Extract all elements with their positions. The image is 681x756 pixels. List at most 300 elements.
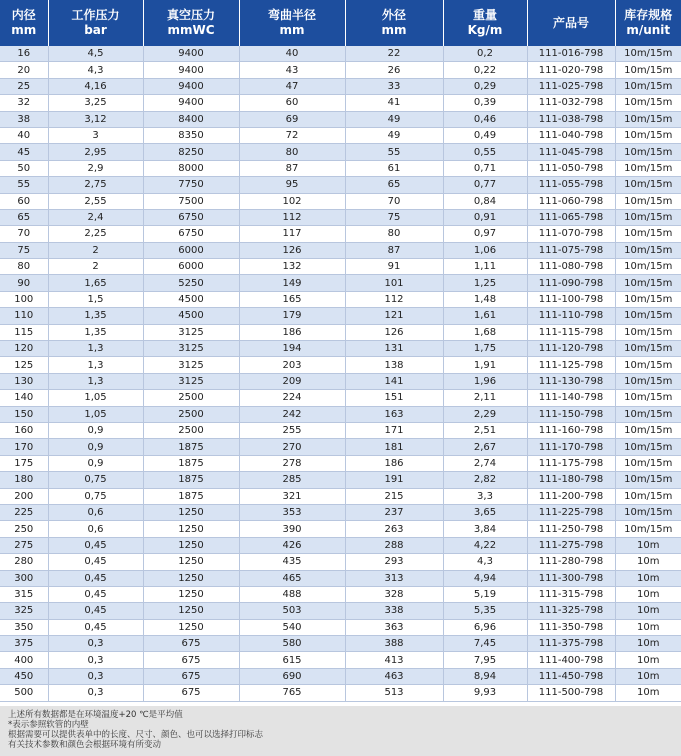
cell-working-pressure: 2,4: [48, 209, 143, 225]
table-row: [0, 46, 681, 62]
table-row: [0, 554, 681, 570]
table-row: [0, 144, 681, 160]
cell-working-pressure: 0,45: [48, 570, 143, 586]
cell-stock-spec: 10m/15m: [615, 455, 681, 471]
cell-stock-spec: 10m: [615, 636, 681, 652]
cell-weight: 2,51: [443, 422, 527, 438]
cell-product-number: 111-045-798: [527, 144, 615, 160]
table-row: [0, 488, 681, 504]
table-row: [0, 619, 681, 635]
cell-stock-spec: 10m: [615, 619, 681, 635]
cell-weight: 1,25: [443, 275, 527, 291]
cell-working-pressure: 2,9: [48, 160, 143, 176]
table-row: [0, 127, 681, 143]
cell-inner-diameter: 38: [0, 111, 48, 127]
cell-bend-radius: 353: [239, 504, 345, 520]
cell-inner-diameter: 32: [0, 95, 48, 111]
cell-weight: 2,67: [443, 439, 527, 455]
cell-inner-diameter: 315: [0, 586, 48, 602]
cell-stock-spec: 10m: [615, 554, 681, 570]
cell-outer-diameter: 338: [345, 603, 443, 619]
cell-weight: 1,48: [443, 291, 527, 307]
cell-working-pressure: 2: [48, 242, 143, 258]
cell-product-number: 111-350-798: [527, 619, 615, 635]
cell-working-pressure: 0,3: [48, 668, 143, 684]
cell-product-number: 111-080-798: [527, 259, 615, 275]
cell-working-pressure: 0,45: [48, 537, 143, 553]
cell-inner-diameter: 75: [0, 242, 48, 258]
cell-weight: 2,82: [443, 472, 527, 488]
cell-stock-spec: 10m: [615, 668, 681, 684]
table-row: [0, 111, 681, 127]
cell-stock-spec: 10m/15m: [615, 193, 681, 209]
cell-bend-radius: 47: [239, 78, 345, 94]
cell-weight: 0,55: [443, 144, 527, 160]
cell-vacuum-pressure: 2500: [143, 390, 239, 406]
table-row: [0, 668, 681, 684]
table-row: [0, 636, 681, 652]
cell-product-number: 111-120-798: [527, 341, 615, 357]
cell-inner-diameter: 115: [0, 324, 48, 340]
cell-bend-radius: 149: [239, 275, 345, 291]
cell-working-pressure: 0,6: [48, 521, 143, 537]
cell-bend-radius: 69: [239, 111, 345, 127]
cell-product-number: 111-020-798: [527, 62, 615, 78]
cell-stock-spec: 10m/15m: [615, 406, 681, 422]
cell-outer-diameter: 112: [345, 291, 443, 307]
cell-outer-diameter: 463: [345, 668, 443, 684]
cell-working-pressure: 3,12: [48, 111, 143, 127]
cell-vacuum-pressure: 6000: [143, 242, 239, 258]
cell-working-pressure: 0,9: [48, 422, 143, 438]
cell-vacuum-pressure: 1875: [143, 439, 239, 455]
cell-product-number: 111-250-798: [527, 521, 615, 537]
cell-stock-spec: 10m/15m: [615, 390, 681, 406]
header-product-number: 产品号: [527, 0, 615, 46]
cell-stock-spec: 10m: [615, 685, 681, 701]
cell-outer-diameter: 141: [345, 373, 443, 389]
cell-stock-spec: 10m/15m: [615, 46, 681, 62]
footnote-line: *表示参照软管的内壁: [8, 720, 89, 730]
cell-stock-spec: 10m/15m: [615, 521, 681, 537]
cell-bend-radius: 60: [239, 95, 345, 111]
cell-weight: 2,11: [443, 390, 527, 406]
cell-bend-radius: 255: [239, 422, 345, 438]
cell-outer-diameter: 513: [345, 685, 443, 701]
cell-weight: 0,77: [443, 177, 527, 193]
cell-stock-spec: 10m: [615, 570, 681, 586]
header-bend-radius: 弯曲半径 mm: [239, 0, 345, 46]
table-row: [0, 373, 681, 389]
cell-weight: 4,22: [443, 537, 527, 553]
table-row: [0, 324, 681, 340]
cell-bend-radius: 186: [239, 324, 345, 340]
header-row: [0, 0, 681, 46]
cell-product-number: 111-400-798: [527, 652, 615, 668]
cell-vacuum-pressure: 6750: [143, 209, 239, 225]
cell-bend-radius: 690: [239, 668, 345, 684]
cell-product-number: 111-140-798: [527, 390, 615, 406]
cell-vacuum-pressure: 4500: [143, 308, 239, 324]
cell-stock-spec: 10m/15m: [615, 62, 681, 78]
cell-stock-spec: 10m/15m: [615, 78, 681, 94]
cell-outer-diameter: 33: [345, 78, 443, 94]
cell-outer-diameter: 22: [345, 46, 443, 62]
cell-vacuum-pressure: 9400: [143, 95, 239, 111]
cell-vacuum-pressure: 6000: [143, 259, 239, 275]
cell-inner-diameter: 65: [0, 209, 48, 225]
table-row: [0, 341, 681, 357]
cell-vacuum-pressure: 9400: [143, 46, 239, 62]
cell-weight: 2,74: [443, 455, 527, 471]
cell-vacuum-pressure: 1875: [143, 488, 239, 504]
cell-product-number: 111-175-798: [527, 455, 615, 471]
cell-bend-radius: 615: [239, 652, 345, 668]
cell-weight: 0,2: [443, 46, 527, 62]
cell-outer-diameter: 49: [345, 111, 443, 127]
cell-inner-diameter: 500: [0, 685, 48, 701]
cell-vacuum-pressure: 1250: [143, 521, 239, 537]
cell-stock-spec: 10m/15m: [615, 275, 681, 291]
cell-bend-radius: 132: [239, 259, 345, 275]
cell-vacuum-pressure: 1875: [143, 455, 239, 471]
cell-working-pressure: 0,75: [48, 472, 143, 488]
cell-bend-radius: 126: [239, 242, 345, 258]
cell-inner-diameter: 300: [0, 570, 48, 586]
cell-product-number: 111-075-798: [527, 242, 615, 258]
cell-weight: 6,96: [443, 619, 527, 635]
cell-working-pressure: 0,45: [48, 554, 143, 570]
cell-vacuum-pressure: 7500: [143, 193, 239, 209]
cell-stock-spec: 10m/15m: [615, 144, 681, 160]
footnote-line: 有关技术参数和颜色会根据环境有所变动: [8, 740, 162, 750]
cell-product-number: 111-500-798: [527, 685, 615, 701]
cell-stock-spec: 10m/15m: [615, 177, 681, 193]
cell-working-pressure: 2: [48, 259, 143, 275]
cell-outer-diameter: 151: [345, 390, 443, 406]
cell-vacuum-pressure: 1250: [143, 570, 239, 586]
cell-weight: 3,84: [443, 521, 527, 537]
cell-inner-diameter: 80: [0, 259, 48, 275]
cell-weight: 0,29: [443, 78, 527, 94]
cell-weight: 0,49: [443, 127, 527, 143]
cell-inner-diameter: 160: [0, 422, 48, 438]
cell-weight: 1,06: [443, 242, 527, 258]
cell-bend-radius: 95: [239, 177, 345, 193]
table-row: [0, 226, 681, 242]
cell-weight: 1,75: [443, 341, 527, 357]
cell-stock-spec: 10m: [615, 652, 681, 668]
cell-outer-diameter: 237: [345, 504, 443, 520]
cell-product-number: 111-280-798: [527, 554, 615, 570]
table-row: [0, 62, 681, 78]
cell-bend-radius: 179: [239, 308, 345, 324]
cell-vacuum-pressure: 2500: [143, 406, 239, 422]
cell-stock-spec: 10m/15m: [615, 373, 681, 389]
cell-vacuum-pressure: 3125: [143, 341, 239, 357]
cell-stock-spec: 10m/15m: [615, 95, 681, 111]
cell-weight: 0,22: [443, 62, 527, 78]
cell-outer-diameter: 191: [345, 472, 443, 488]
cell-inner-diameter: 40: [0, 127, 48, 143]
cell-product-number: 111-130-798: [527, 373, 615, 389]
cell-bend-radius: 87: [239, 160, 345, 176]
cell-bend-radius: 285: [239, 472, 345, 488]
cell-inner-diameter: 450: [0, 668, 48, 684]
cell-weight: 2,29: [443, 406, 527, 422]
cell-product-number: 111-110-798: [527, 308, 615, 324]
cell-inner-diameter: 140: [0, 390, 48, 406]
cell-working-pressure: 4,3: [48, 62, 143, 78]
cell-working-pressure: 0,3: [48, 636, 143, 652]
cell-inner-diameter: 125: [0, 357, 48, 373]
header-stock-spec: 库存规格 m/unit: [615, 0, 681, 46]
cell-working-pressure: 2,25: [48, 226, 143, 242]
cell-outer-diameter: 55: [345, 144, 443, 160]
cell-working-pressure: 1,3: [48, 373, 143, 389]
cell-bend-radius: 488: [239, 586, 345, 602]
cell-vacuum-pressure: 1250: [143, 586, 239, 602]
cell-bend-radius: 426: [239, 537, 345, 553]
cell-vacuum-pressure: 675: [143, 636, 239, 652]
cell-inner-diameter: 20: [0, 62, 48, 78]
table-row: [0, 472, 681, 488]
cell-product-number: 111-150-798: [527, 406, 615, 422]
cell-product-number: 111-032-798: [527, 95, 615, 111]
cell-vacuum-pressure: 1875: [143, 472, 239, 488]
cell-outer-diameter: 26: [345, 62, 443, 78]
table-row: [0, 652, 681, 668]
cell-stock-spec: 10m/15m: [615, 439, 681, 455]
cell-weight: 5,35: [443, 603, 527, 619]
cell-working-pressure: 1,35: [48, 324, 143, 340]
cell-inner-diameter: 400: [0, 652, 48, 668]
cell-inner-diameter: 120: [0, 341, 48, 357]
cell-inner-diameter: 280: [0, 554, 48, 570]
cell-outer-diameter: 65: [345, 177, 443, 193]
cell-product-number: 111-070-798: [527, 226, 615, 242]
cell-stock-spec: 10m/15m: [615, 308, 681, 324]
cell-vacuum-pressure: 675: [143, 668, 239, 684]
cell-weight: 4,3: [443, 554, 527, 570]
cell-weight: 3,3: [443, 488, 527, 504]
cell-vacuum-pressure: 3125: [143, 373, 239, 389]
cell-inner-diameter: 275: [0, 537, 48, 553]
cell-inner-diameter: 90: [0, 275, 48, 291]
table-row: [0, 193, 681, 209]
table-row: [0, 291, 681, 307]
cell-product-number: 111-125-798: [527, 357, 615, 373]
cell-vacuum-pressure: 9400: [143, 78, 239, 94]
cell-working-pressure: 1,05: [48, 406, 143, 422]
cell-bend-radius: 765: [239, 685, 345, 701]
cell-vacuum-pressure: 5250: [143, 275, 239, 291]
cell-weight: 1,11: [443, 259, 527, 275]
table-row: [0, 95, 681, 111]
table-row: [0, 521, 681, 537]
cell-inner-diameter: 130: [0, 373, 48, 389]
cell-product-number: 111-160-798: [527, 422, 615, 438]
cell-outer-diameter: 131: [345, 341, 443, 357]
cell-weight: 8,94: [443, 668, 527, 684]
cell-vacuum-pressure: 8400: [143, 111, 239, 127]
table-header: [0, 0, 681, 46]
footnote-line: 上述所有数据都是在环境温度+20 ℃是平均值: [8, 710, 183, 720]
cell-weight: 3,65: [443, 504, 527, 520]
cell-product-number: 111-038-798: [527, 111, 615, 127]
cell-product-number: 111-065-798: [527, 209, 615, 225]
cell-stock-spec: 10m/15m: [615, 422, 681, 438]
cell-inner-diameter: 110: [0, 308, 48, 324]
cell-weight: 0,71: [443, 160, 527, 176]
cell-working-pressure: 4,16: [48, 78, 143, 94]
cell-working-pressure: 0,9: [48, 455, 143, 471]
cell-working-pressure: 0,45: [48, 619, 143, 635]
cell-weight: 1,96: [443, 373, 527, 389]
cell-vacuum-pressure: 9400: [143, 62, 239, 78]
cell-bend-radius: 503: [239, 603, 345, 619]
cell-outer-diameter: 163: [345, 406, 443, 422]
cell-bend-radius: 102: [239, 193, 345, 209]
cell-working-pressure: 1,05: [48, 390, 143, 406]
cell-weight: 4,94: [443, 570, 527, 586]
cell-bend-radius: 580: [239, 636, 345, 652]
cell-stock-spec: 10m/15m: [615, 488, 681, 504]
cell-product-number: 111-050-798: [527, 160, 615, 176]
cell-product-number: 111-300-798: [527, 570, 615, 586]
cell-stock-spec: 10m/15m: [615, 291, 681, 307]
cell-outer-diameter: 263: [345, 521, 443, 537]
cell-outer-diameter: 313: [345, 570, 443, 586]
header-outer-diameter: 外径 mm: [345, 0, 443, 46]
cell-inner-diameter: 70: [0, 226, 48, 242]
cell-working-pressure: 3: [48, 127, 143, 143]
table-row: [0, 422, 681, 438]
cell-bend-radius: 540: [239, 619, 345, 635]
cell-bend-radius: 224: [239, 390, 345, 406]
cell-weight: 7,95: [443, 652, 527, 668]
table-row: [0, 160, 681, 176]
cell-working-pressure: 3,25: [48, 95, 143, 111]
cell-inner-diameter: 150: [0, 406, 48, 422]
cell-stock-spec: 10m/15m: [615, 357, 681, 373]
cell-working-pressure: 1,65: [48, 275, 143, 291]
table-row: [0, 537, 681, 553]
cell-inner-diameter: 100: [0, 291, 48, 307]
cell-product-number: 111-025-798: [527, 78, 615, 94]
cell-outer-diameter: 49: [345, 127, 443, 143]
cell-stock-spec: 10m: [615, 603, 681, 619]
cell-stock-spec: 10m/15m: [615, 504, 681, 520]
cell-bend-radius: 270: [239, 439, 345, 455]
table-row: [0, 390, 681, 406]
cell-vacuum-pressure: 1250: [143, 554, 239, 570]
cell-weight: 0,46: [443, 111, 527, 127]
cell-product-number: 111-325-798: [527, 603, 615, 619]
cell-outer-diameter: 61: [345, 160, 443, 176]
header-vacuum-pressure: 真空压力 mmWC: [143, 0, 239, 46]
cell-bend-radius: 117: [239, 226, 345, 242]
cell-outer-diameter: 181: [345, 439, 443, 455]
cell-outer-diameter: 41: [345, 95, 443, 111]
cell-vacuum-pressure: 3125: [143, 357, 239, 373]
cell-outer-diameter: 363: [345, 619, 443, 635]
cell-vacuum-pressure: 1250: [143, 504, 239, 520]
cell-working-pressure: 2,95: [48, 144, 143, 160]
cell-stock-spec: 10m/15m: [615, 324, 681, 340]
cell-product-number: 111-275-798: [527, 537, 615, 553]
cell-product-number: 111-090-798: [527, 275, 615, 291]
cell-outer-diameter: 215: [345, 488, 443, 504]
cell-stock-spec: 10m/15m: [615, 341, 681, 357]
cell-product-number: 111-115-798: [527, 324, 615, 340]
cell-stock-spec: 10m: [615, 537, 681, 553]
cell-bend-radius: 209: [239, 373, 345, 389]
cell-product-number: 111-200-798: [527, 488, 615, 504]
header-working-pressure: 工作压力 bar: [48, 0, 143, 46]
cell-bend-radius: 43: [239, 62, 345, 78]
cell-bend-radius: 194: [239, 341, 345, 357]
cell-working-pressure: 0,3: [48, 685, 143, 701]
cell-outer-diameter: 101: [345, 275, 443, 291]
cell-working-pressure: 0,9: [48, 439, 143, 455]
cell-stock-spec: 10m/15m: [615, 127, 681, 143]
cell-product-number: 111-180-798: [527, 472, 615, 488]
cell-vacuum-pressure: 1250: [143, 603, 239, 619]
cell-vacuum-pressure: 8250: [143, 144, 239, 160]
cell-weight: 7,45: [443, 636, 527, 652]
cell-working-pressure: 0,6: [48, 504, 143, 520]
cell-weight: 5,19: [443, 586, 527, 602]
cell-vacuum-pressure: 675: [143, 652, 239, 668]
cell-outer-diameter: 138: [345, 357, 443, 373]
footnotes: [0, 706, 681, 756]
cell-outer-diameter: 288: [345, 537, 443, 553]
cell-bend-radius: 40: [239, 46, 345, 62]
table-row: [0, 439, 681, 455]
table-row: [0, 275, 681, 291]
cell-vacuum-pressure: 8000: [143, 160, 239, 176]
cell-outer-diameter: 91: [345, 259, 443, 275]
cell-inner-diameter: 325: [0, 603, 48, 619]
cell-stock-spec: 10m/15m: [615, 111, 681, 127]
cell-weight: 9,93: [443, 685, 527, 701]
cell-working-pressure: 2,75: [48, 177, 143, 193]
cell-outer-diameter: 171: [345, 422, 443, 438]
cell-bend-radius: 242: [239, 406, 345, 422]
cell-inner-diameter: 170: [0, 439, 48, 455]
cell-vacuum-pressure: 6750: [143, 226, 239, 242]
table-row: [0, 259, 681, 275]
cell-product-number: 111-060-798: [527, 193, 615, 209]
table-row: [0, 308, 681, 324]
cell-bend-radius: 80: [239, 144, 345, 160]
cell-stock-spec: 10m/15m: [615, 472, 681, 488]
cell-inner-diameter: 60: [0, 193, 48, 209]
cell-outer-diameter: 126: [345, 324, 443, 340]
cell-inner-diameter: 25: [0, 78, 48, 94]
table-row: [0, 570, 681, 586]
cell-vacuum-pressure: 7750: [143, 177, 239, 193]
table-body: [0, 46, 681, 701]
cell-product-number: 111-055-798: [527, 177, 615, 193]
cell-working-pressure: 1,3: [48, 341, 143, 357]
cell-outer-diameter: 413: [345, 652, 443, 668]
cell-inner-diameter: 175: [0, 455, 48, 471]
cell-working-pressure: 0,75: [48, 488, 143, 504]
cell-stock-spec: 10m/15m: [615, 226, 681, 242]
cell-outer-diameter: 80: [345, 226, 443, 242]
